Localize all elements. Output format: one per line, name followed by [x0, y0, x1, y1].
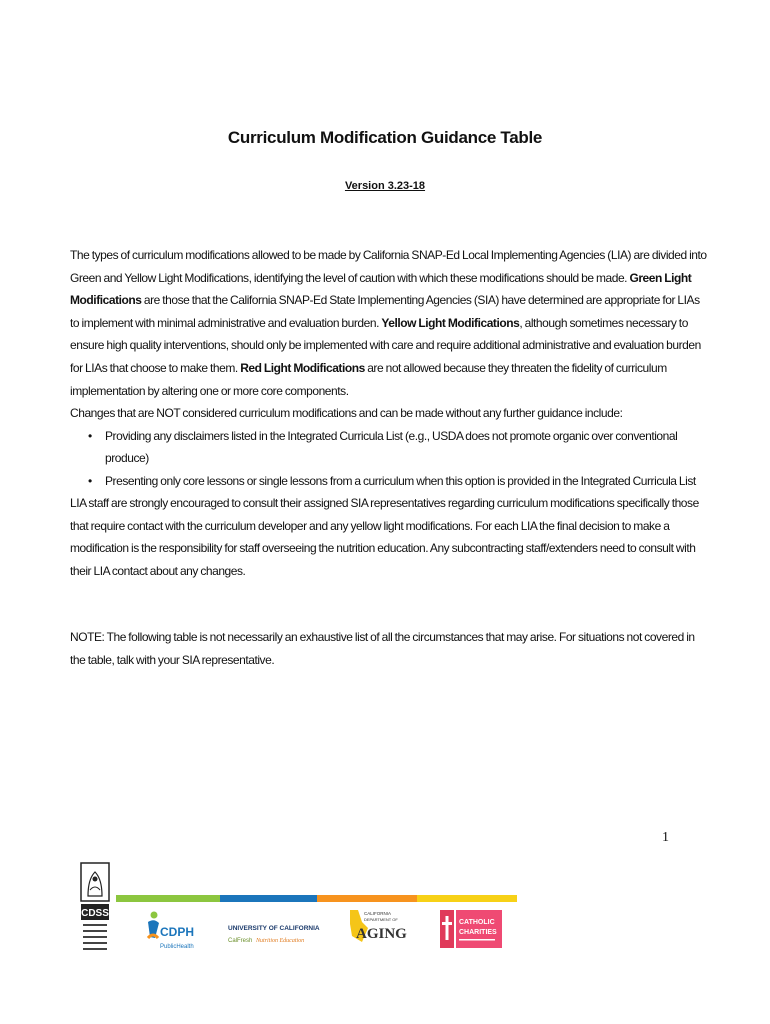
svg-text:CALIFORNIA: CALIFORNIA: [364, 911, 392, 916]
staff-paragraph: LIA staff are strongly encouraged to consult their assigned SIA representatives regarding curriculum modifications specifically those that require contact with the curriculum developer and any yellow light modifications. For each LIA the final decision to make a modification is the responsibility for staff overseeing the nutrition education. Any subcontracting staff/extenders need to consult with their LIA contact about any changes.: [70, 496, 699, 578]
bullet-icon: •: [88, 428, 92, 443]
list-item: • Providing any disclaimers listed in the Integrated Curricula List (e.g., USDA does not promote organic over conventional produce): [70, 425, 710, 470]
svg-text:CDPH: CDPH: [160, 925, 195, 939]
yellow-light-label: Yellow Light Modifications: [381, 315, 520, 330]
footer-band-yellow: [417, 895, 517, 902]
svg-text:Nutrition Education: Nutrition Education: [256, 938, 305, 944]
svg-text:CHARITIES: CHARITIES: [459, 929, 497, 936]
document-title: Curriculum Modification Guidance Table: [227, 128, 543, 147]
footer-band-orange: [317, 895, 417, 902]
intro-paragraph: The types of curriculum modifications allowed to be made by California SNAP-Ed Local Implementing Agencies (LIA) are divided into Green and Yellow Light Modifications, identifying the level of caution with which these modifications should be made. Green Light Modifications are those that the California SNAP-Ed State Implementing Agencies (SIA) have determined are appropriate for LIAs to implement with minimal administrative and evaluation burden. Yellow Light Modifications, although sometimes necessary to ensure high quality interventions, should only be implemented with care and require additional administrative and evaluation burden for LIAs that choose to make them. Red Light Modifications are not allowed because they threaten the fidelity of curriculum implementation by altering one or more core components.: [70, 248, 707, 398]
svg-text:DEPARTMENT OF: DEPARTMENT OF: [364, 917, 398, 922]
footer-band-blue: [220, 895, 317, 902]
changes-list: [70, 425, 710, 493]
aging-logo: [348, 906, 407, 946]
changes-lead: Changes that are NOT considered curriculum modifications and can be made without any further guidance include:: [70, 406, 623, 420]
red-light-label: Red Light Modifications: [240, 360, 365, 375]
svg-text:AGING: AGING: [356, 926, 407, 942]
footer-band-green: [116, 895, 220, 902]
catholic-charities-logo: [440, 910, 502, 948]
version-label: Version 3.23-18: [344, 180, 426, 192]
uc-calfresh-logo: [228, 920, 320, 948]
list-item: • Presenting only core lessons or single lessons from a curriculum when this option is provided in the Integrated Curricula List: [70, 470, 710, 493]
green-light-label: Green Light Modifications: [70, 270, 692, 308]
svg-text:PublicHealth: PublicHealth: [160, 944, 194, 950]
cdss-logo: [80, 862, 110, 962]
page-number: 1: [662, 830, 669, 845]
svg-text:CDSS: CDSS: [81, 908, 109, 919]
bullet-icon: •: [88, 473, 92, 488]
svg-text:UNIVERSITY OF CALIFORNIA: UNIVERSITY OF CALIFORNIA: [228, 925, 320, 932]
changes-section: [70, 402, 710, 492]
svg-text:CATHOLIC: CATHOLIC: [459, 919, 495, 926]
svg-text:CalFresh: CalFresh: [228, 938, 253, 944]
cdph-logo: [145, 908, 195, 953]
note-paragraph: NOTE: The following table is not necessarily an exhaustive list of all the circumstances that may arise. For situations not covered in the table, talk with your SIA representative.: [70, 630, 695, 667]
